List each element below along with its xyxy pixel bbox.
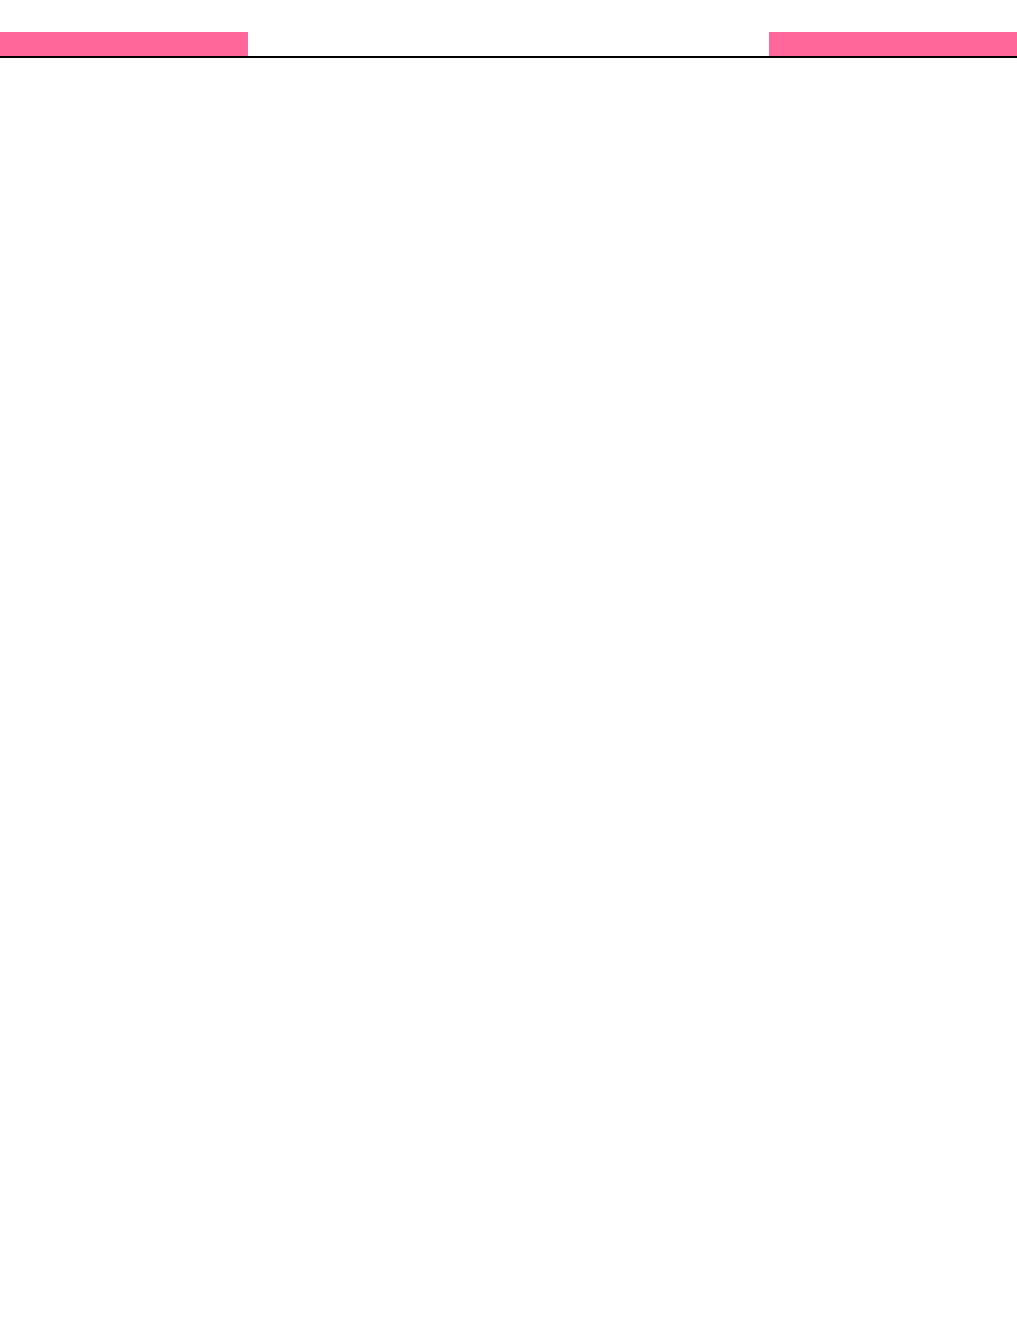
header-divider [0,56,1017,58]
header-date-5 [478,32,538,56]
page-title [0,0,1017,32]
header-date-1 [294,32,340,56]
header-date-4 [432,32,478,56]
header-date-0 [248,32,294,56]
header-date-6 [538,32,584,56]
header-row [0,32,1017,56]
header-date-7 [584,32,630,56]
header-left-label [0,32,248,56]
header-date-8 [630,32,676,56]
header-date-10 [722,32,769,56]
header-date-9 [676,32,722,56]
header-date-3 [386,32,432,56]
header-right-label [769,32,1017,56]
header-date-2 [340,32,386,56]
